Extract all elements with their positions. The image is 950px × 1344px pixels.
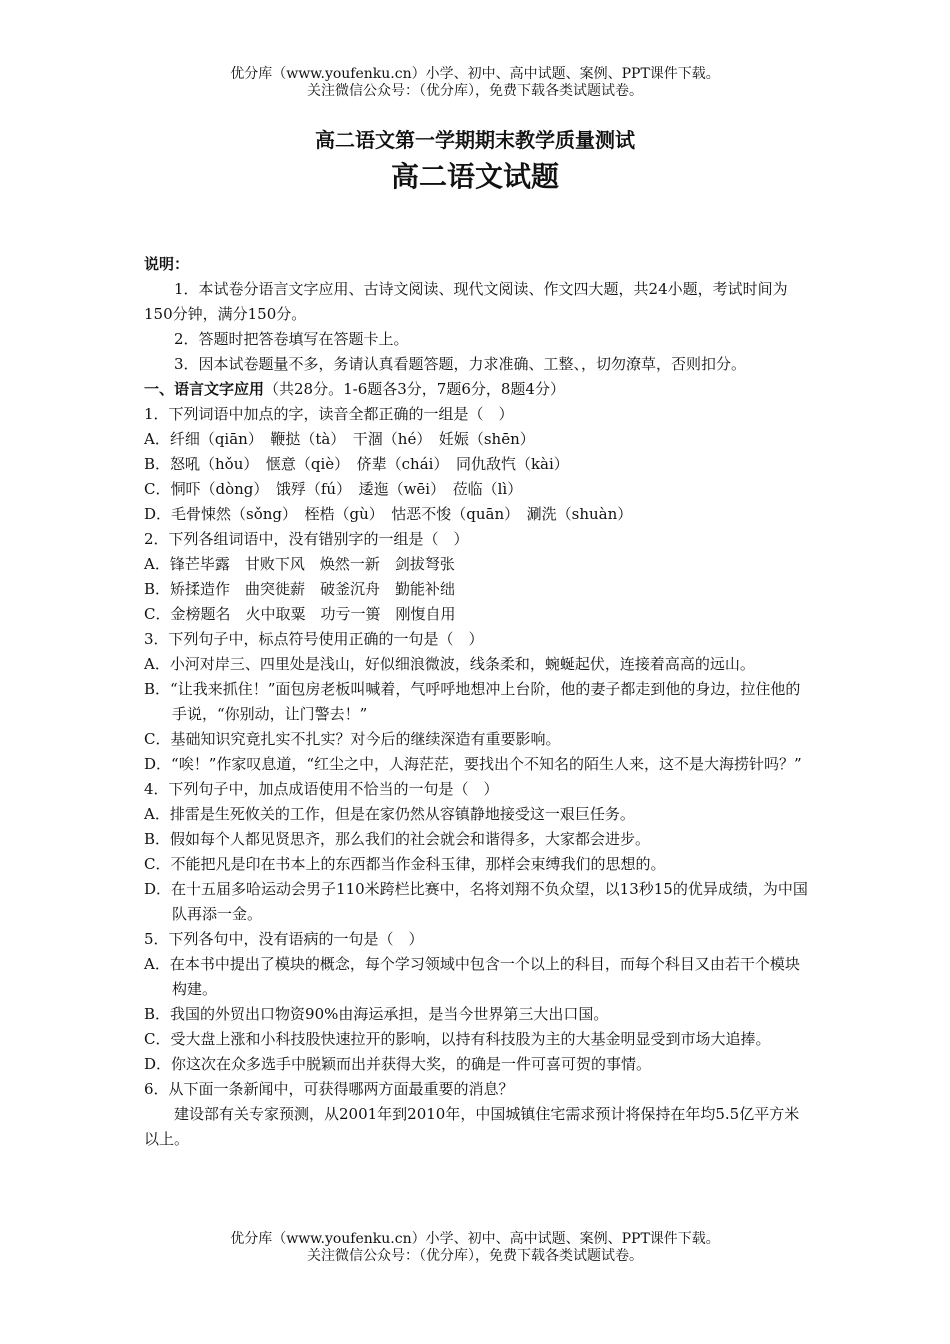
footer-line-1: 优分库（www.youfenku.cn）小学、初中、高中试题、案例、PPT课件下载。 [230, 1231, 720, 1247]
question-option: A．纤细（qiān） 鞭挞（tà） 干涸（hé） 妊娠（shēn） [144, 430, 535, 448]
question-option: C．受大盘上涨和小科技股快速拉开的影响，以持有科技股为主的大基金明显受到市场大追捧。 [144, 1030, 771, 1048]
question-option: B．我国的外贸出口物资90%由海运承担，是当今世界第三大出口国。 [144, 1005, 609, 1023]
question-option: D．你这次在众多选手中脱颖而出并获得大奖，的确是一件可喜可贺的事情。 [144, 1055, 652, 1073]
question-option: A．锋芒毕露 甘败下风 焕然一新 剑拔弩张 [144, 555, 455, 573]
section-heading [144, 377, 810, 402]
note-item: 1．本试卷分语言文字应用、古诗文阅读、现代文阅读、作文四大题，共24小题，考试时间为150分钟，满分150分。 [144, 280, 788, 323]
section-detail: （共28分。1-6题各3分，7题6分，8题4分） [264, 380, 565, 398]
question-option: D．在十五届多哈运动会男子110米跨栏比赛中，名将刘翔不负众望，以13秒15的优异成绩，为中国队再添一金。 [144, 880, 808, 923]
question-stem: 5．下列各句中，没有语病的一句是（ ） [144, 930, 424, 948]
exam-body [144, 252, 810, 1152]
question-stem: 3．下列句子中，标点符号使用正确的一句是（ ） [144, 630, 484, 648]
question-option: C．金榜题名 火中取粟 功亏一篑 刚愎自用 [144, 605, 456, 623]
question-stem: 4．下列句子中，加点成语使用不恰当的一句是（ ） [144, 780, 499, 798]
question-option: C．恫吓（dòng） 饿殍（fú） 逶迤（wēi） 莅临（lì） [144, 480, 523, 498]
news-paragraph: 建设部有关专家预测，从2001年到2010年，中国城镇住宅需求预计将保持在年均5.5亿平方米以上。 [144, 1105, 800, 1148]
question-option: B．怒吼（hǒu） 惬意（qiè） 侪辈（chái） 同仇敌忾（kài） [144, 455, 569, 473]
question-stem: 1．下列词语中加点的字，读音全都正确的一组是（ ） [144, 405, 514, 423]
section-title: 一、语言文字应用 [144, 380, 265, 398]
footer-line-2: 关注微信公众号：（优分库），免费下载各类试题试卷。 [307, 1248, 643, 1264]
page-header [0, 66, 950, 100]
note-item: 3．因本试卷题量不多，务请认真看题答题，力求准确、工整、，切勿潦草，否则扣分。 [174, 355, 747, 373]
question-stem: 6．从下面一条新闻中，可获得哪两方面最重要的消息？ [144, 1080, 514, 1098]
question-option: A．小河对岸三、四里处是浅山，好似细浪微波，线条柔和，蜿蜒起伏，连接着高高的远山。 [144, 655, 755, 673]
question-option: D．毛骨悚然（sǒng） 桎梏（gù） 怙恶不悛（quān） 涮洗（shuàn） [144, 505, 633, 523]
question-option: B．假如每个人都见贤思齐，那么我们的社会就会和谐得多，大家都会进步。 [144, 830, 651, 848]
notes-label: 说明： [144, 255, 190, 273]
question-option: B．“让我来抓住！”面包房老板叫喊着，气呼呼地想冲上台阶，他的妻子都走到他的身边，拉住他的手说，“你别动，让门警去！” [144, 680, 801, 723]
question-option: B．矫揉造作 曲突徙薪 破釜沉舟 勤能补绌 [144, 580, 456, 598]
question-option: A．排雷是生死攸关的工作，但是在家仍然从容镇静地接受这一艰巨任务。 [144, 805, 635, 823]
question-stem: 2．下列各组词语中，没有错别字的一组是（ ） [144, 530, 469, 548]
question-option: A．在本书中提出了模块的概念，每个学习领域中包含一个以上的科目，而每个科目又由若干个模块构建。 [144, 955, 800, 998]
exam-title: 高二语文第一学期期末教学质量测试 [315, 128, 635, 152]
question-option: C．基础知识究竟扎实不扎实？对今后的继续深造有重要影响。 [144, 730, 561, 748]
exam-subtitle: 高二语文试题 [390, 160, 559, 193]
page-footer [0, 1231, 950, 1265]
question-option: C．不能把凡是印在书本上的东西都当作金科玉律，那样会束缚我们的思想的。 [144, 855, 666, 873]
question-option: D．“唉！”作家叹息道，“红尘之中，人海茫茫，要找出个不知名的陌生人来，这不是大海捞针吗？” [144, 755, 802, 773]
note-item: 2．答题时把答卷填写在答题卡上。 [174, 330, 409, 348]
header-line-2: 关注微信公众号：（优分库），免费下载各类试题试卷。 [307, 83, 643, 99]
header-line-1: 优分库（www.youfenku.cn）小学、初中、高中试题、案例、PPT课件下载。 [230, 66, 720, 82]
